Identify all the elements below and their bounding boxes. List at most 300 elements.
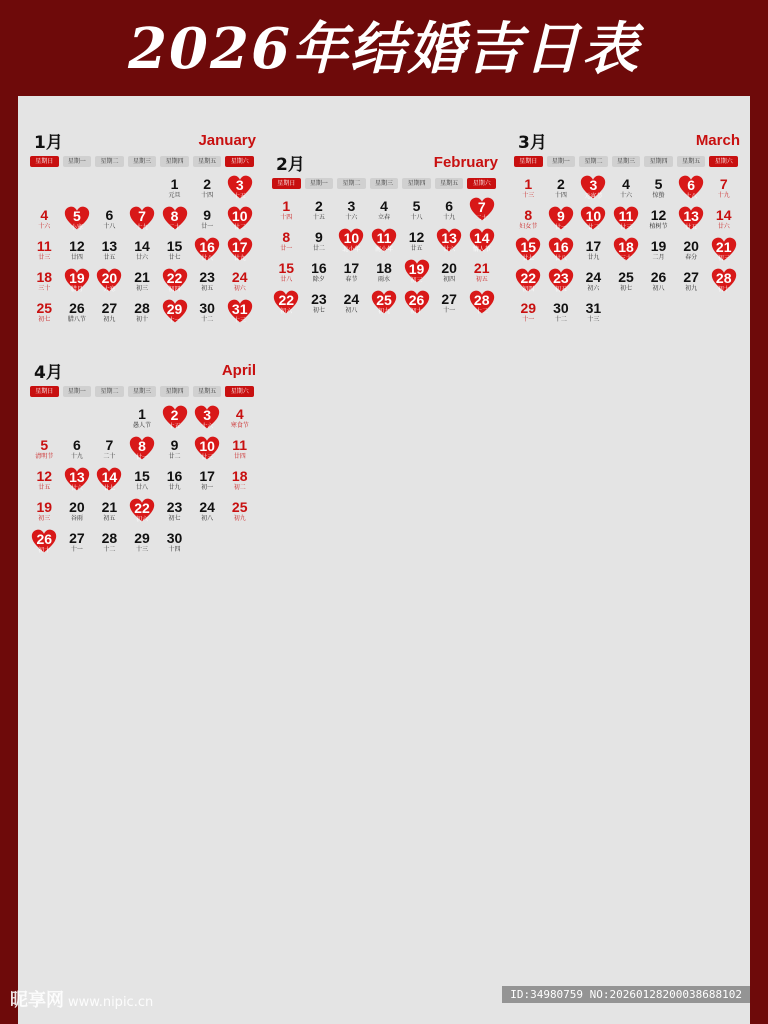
day-number: 25 <box>618 269 634 285</box>
day-number: 14 <box>473 230 490 246</box>
day-cell <box>335 260 368 291</box>
lunar-label: 十四 <box>554 192 567 199</box>
day-number: 16 <box>311 260 327 276</box>
lunar-label: 元宵节 <box>584 193 603 200</box>
lunar-label: 十四 <box>201 192 214 199</box>
day-cell <box>433 291 466 322</box>
auspicious-day-cell <box>223 238 256 269</box>
lunar-label: 谷雨 <box>70 515 83 522</box>
weekday-label: 星期二 <box>95 156 124 167</box>
auspicious-day-cell <box>675 207 708 238</box>
day-number: 22 <box>166 270 183 286</box>
lunar-label: 初八 <box>201 515 214 522</box>
day-cell <box>577 238 610 269</box>
day-cell <box>223 269 256 300</box>
day-number: 31 <box>585 300 602 316</box>
day-number: 3 <box>203 407 212 423</box>
day-number: 26 <box>69 300 85 316</box>
day-number: 23 <box>311 291 327 307</box>
lunar-label: 春节 <box>345 276 358 283</box>
day-cell <box>223 468 256 499</box>
day-number: 26 <box>650 269 667 285</box>
weekday-label: 星期一 <box>63 156 92 167</box>
day-number: 5 <box>40 437 49 453</box>
lunar-label: 十六 <box>38 223 51 230</box>
day-number: 28 <box>473 292 490 308</box>
lunar-label: 初八 <box>652 285 665 292</box>
day-cell <box>545 300 578 331</box>
lunar-label: 廿二 <box>168 453 181 460</box>
day-number: 19 <box>408 261 425 277</box>
month-name-en: March <box>695 132 740 149</box>
day-number: 20 <box>69 499 85 515</box>
day-number: 24 <box>231 269 248 285</box>
day-number: 23 <box>199 269 215 285</box>
day-number: 4 <box>40 207 49 223</box>
day-number: 1 <box>282 198 291 214</box>
day-grid <box>266 192 502 322</box>
day-number: 1 <box>170 176 179 192</box>
watermark-logo: 昵享网 www.nipic.cn <box>10 990 154 1011</box>
day-grid <box>24 170 260 331</box>
month-january <box>24 126 260 354</box>
day-number: 23 <box>166 499 183 515</box>
lunar-label: 廿五 <box>685 224 698 231</box>
month-header <box>24 126 260 156</box>
day-number: 10 <box>343 230 360 246</box>
auspicious-day-cell <box>465 229 498 260</box>
day-number: 20 <box>441 260 457 276</box>
lunar-label: 廿四 <box>70 254 83 261</box>
auspicious-day-cell <box>610 238 643 269</box>
day-number: 28 <box>715 270 732 286</box>
lunar-label: 十二 <box>103 546 116 553</box>
lunar-label: 十二 <box>554 316 567 323</box>
lunar-label: 三十 <box>619 255 632 262</box>
lunar-label: 廿六 <box>717 223 730 230</box>
lunar-label: 初九 <box>377 308 390 315</box>
day-grid <box>24 400 260 561</box>
day-number: 9 <box>556 208 565 224</box>
auspicious-day-cell <box>368 229 401 260</box>
day-number: 16 <box>553 239 569 255</box>
day-cell <box>93 530 126 561</box>
auspicious-day-cell <box>158 207 191 238</box>
month-header <box>266 148 502 178</box>
lunar-label: 廿二 <box>233 224 246 231</box>
lunar-label: 初五 <box>103 515 116 522</box>
weekday-label: 星期四 <box>160 156 189 167</box>
lunar-label: 廿四 <box>233 453 246 460</box>
lunar-label: 廿一 <box>554 224 567 231</box>
day-number: 11 <box>232 437 248 453</box>
day-cell <box>223 437 256 468</box>
month-name-cn: 2月 <box>276 155 305 175</box>
auspicious-day-cell <box>545 207 578 238</box>
day-number: 17 <box>343 260 360 276</box>
lunar-label: 初一 <box>201 484 214 491</box>
day-number: 22 <box>278 292 295 308</box>
lunar-label: 南小年 <box>374 246 393 253</box>
auspicious-day-cell <box>707 269 740 300</box>
lunar-label: 十九 <box>717 192 730 199</box>
day-number: 22 <box>520 270 537 286</box>
day-number: 14 <box>101 469 118 485</box>
lunar-label: 十一 <box>168 317 181 324</box>
lunar-label: 廿八 <box>280 276 293 283</box>
day-number: 9 <box>314 229 323 245</box>
day-number: 28 <box>101 530 118 546</box>
auspicious-day-cell <box>93 468 126 499</box>
day-cell <box>223 406 256 437</box>
lunar-label: 腊八节 <box>67 316 86 323</box>
lunar-label: 十三 <box>587 316 600 323</box>
day-number: 6 <box>105 207 114 223</box>
day-cell <box>126 238 159 269</box>
day-cell <box>707 176 740 207</box>
lunar-label: 廿七 <box>522 255 535 262</box>
lunar-label: 廿五 <box>38 484 51 491</box>
day-cell <box>158 499 191 530</box>
lunar-label: 十一 <box>70 546 83 553</box>
day-cell <box>93 437 126 468</box>
lunar-label: 初七 <box>168 515 181 522</box>
weekday-label: 星期一 <box>63 386 92 397</box>
auspicious-day-cell <box>191 238 224 269</box>
day-number: 27 <box>101 300 118 316</box>
day-cell <box>126 406 159 437</box>
day-number: 16 <box>199 239 215 255</box>
auspicious-day-cell <box>223 176 256 207</box>
day-number: 12 <box>36 468 53 484</box>
empty-cell <box>28 176 61 207</box>
day-number: 7 <box>719 176 728 192</box>
weekday-label: 星期六 <box>709 156 738 167</box>
lunar-label: 初四 <box>443 276 456 283</box>
day-number: 11 <box>36 238 52 254</box>
lunar-label: 十八 <box>103 223 116 230</box>
auspicious-day-cell <box>545 269 578 300</box>
auspicious-day-cell <box>270 291 303 322</box>
day-cell <box>28 437 61 468</box>
lunar-label: 初七 <box>619 285 632 292</box>
day-cell <box>158 437 191 468</box>
lunar-label: 初五 <box>201 285 214 292</box>
day-number: 30 <box>199 300 215 316</box>
auspicious-day-cell <box>707 238 740 269</box>
lunar-label: 寒食节 <box>230 422 249 429</box>
day-cell <box>433 198 466 229</box>
month-april <box>24 356 260 584</box>
weekday-label: 星期二 <box>95 386 124 397</box>
lunar-label: 廿一 <box>201 223 214 230</box>
weekday-label: 星期日 <box>272 178 301 189</box>
day-number: 27 <box>683 269 699 285</box>
day-cell <box>400 229 433 260</box>
day-number: 14 <box>715 207 732 223</box>
lunar-label: 初三 <box>717 255 730 262</box>
auspicious-day-cell <box>126 499 159 530</box>
day-cell <box>642 207 675 238</box>
lunar-label: 十六 <box>619 192 632 199</box>
lunar-label: 廿九 <box>168 484 181 491</box>
day-number: 17 <box>585 238 602 254</box>
lunar-label: 二十 <box>168 224 181 231</box>
lunar-label: 十八 <box>685 193 698 200</box>
day-cell <box>28 238 61 269</box>
lunar-label: 廿三 <box>38 254 51 261</box>
day-number: 6 <box>72 437 81 453</box>
empty-cell <box>126 176 159 207</box>
lunar-label: 十二 <box>201 316 214 323</box>
day-cell <box>270 229 303 260</box>
day-number: 8 <box>170 208 179 224</box>
day-cell <box>126 300 159 331</box>
day-number: 5 <box>412 198 421 214</box>
day-cell <box>707 207 740 238</box>
day-cell <box>93 238 126 269</box>
day-number: 21 <box>134 269 150 285</box>
auspicious-day-cell <box>577 176 610 207</box>
lunar-label: 十二 <box>475 308 488 315</box>
day-number: 5 <box>654 176 663 192</box>
weekday-row <box>24 386 260 400</box>
day-number: 25 <box>231 499 248 515</box>
auspicious-day-cell <box>126 207 159 238</box>
auspicious-day-cell <box>400 291 433 322</box>
day-number: 7 <box>105 437 114 453</box>
lunar-label: 十九 <box>135 224 148 231</box>
weekday-label: 星期日 <box>514 156 543 167</box>
day-number: 25 <box>36 300 53 316</box>
day-cell <box>610 269 643 300</box>
day-number: 11 <box>376 230 392 246</box>
month-name-en: April <box>221 362 256 379</box>
lunar-label: 初七 <box>312 307 325 314</box>
lunar-label: 十一 <box>522 316 535 323</box>
empty-cell <box>61 176 94 207</box>
auspicious-day-cell <box>191 406 224 437</box>
lunar-label: 小寒 <box>70 224 83 231</box>
calendar-panel <box>18 96 750 1024</box>
lunar-label: 廿三 <box>619 224 632 231</box>
month-february <box>266 148 502 376</box>
lunar-label: 廿六 <box>443 246 456 253</box>
day-number: 3 <box>589 177 598 193</box>
lunar-label: 初九 <box>233 515 246 522</box>
day-cell <box>642 176 675 207</box>
day-number: 2 <box>314 198 323 214</box>
day-number: 4 <box>622 176 630 192</box>
lunar-label: 植树节 <box>649 223 668 230</box>
day-cell <box>303 260 336 291</box>
day-number: 10 <box>199 438 215 454</box>
lunar-label: 情人节 <box>472 246 491 253</box>
day-number: 28 <box>134 300 150 316</box>
lunar-label: 十三 <box>135 546 148 553</box>
auspicious-day-cell <box>126 437 159 468</box>
day-number: 4 <box>380 198 388 214</box>
lunar-label: 十四 <box>280 214 293 221</box>
weekday-label: 星期一 <box>547 156 576 167</box>
day-number: 17 <box>199 468 215 484</box>
day-cell <box>303 198 336 229</box>
day-number: 20 <box>683 238 699 254</box>
day-number: 2 <box>170 407 179 423</box>
day-number: 29 <box>166 301 183 317</box>
lunar-label: 二月 <box>652 254 665 261</box>
weekday-row <box>24 156 260 170</box>
day-number: 8 <box>282 229 291 245</box>
day-number: 24 <box>343 291 360 307</box>
auspicious-day-cell <box>610 207 643 238</box>
auspicious-day-cell <box>465 291 498 322</box>
lunar-label: 廿二 <box>587 224 600 231</box>
day-cell <box>93 499 126 530</box>
image-id-label: ID:34980759 NO:20260128200038688102 <box>502 986 750 1003</box>
day-cell <box>577 269 610 300</box>
lunar-label: 廿八 <box>201 255 214 262</box>
day-number: 10 <box>231 208 248 224</box>
day-cell <box>465 260 498 291</box>
lunar-label: 十六 <box>201 423 214 430</box>
day-cell <box>545 176 578 207</box>
lunar-label: 十四 <box>168 546 181 553</box>
lunar-label: 腊月 <box>70 286 83 293</box>
month-march <box>508 126 744 354</box>
day-cell <box>433 260 466 291</box>
auspicious-day-cell <box>223 300 256 331</box>
day-cell <box>158 468 191 499</box>
month-header <box>508 126 744 156</box>
day-number: 13 <box>69 469 85 485</box>
day-number: 6 <box>687 177 696 193</box>
auspicious-day-cell <box>400 260 433 291</box>
day-number: 1 <box>138 406 146 422</box>
lunar-label: 初三 <box>135 285 148 292</box>
lunar-label: 十五 <box>233 193 246 200</box>
weekday-label: 星期六 <box>225 156 254 167</box>
day-number: 15 <box>134 468 150 484</box>
day-number: 19 <box>650 238 667 254</box>
lunar-label: 廿九 <box>587 254 600 261</box>
day-cell <box>28 300 61 331</box>
day-cell <box>512 176 545 207</box>
day-number: 7 <box>138 208 146 224</box>
day-number: 21 <box>715 239 732 255</box>
lunar-label: 廿八 <box>554 255 567 262</box>
lunar-label: 十九 <box>70 453 83 460</box>
day-number: 8 <box>524 207 533 223</box>
weekday-label: 星期二 <box>579 156 608 167</box>
auspicious-day-cell <box>158 300 191 331</box>
weekday-row <box>508 156 744 170</box>
day-grid <box>508 170 744 331</box>
day-number: 19 <box>69 270 85 286</box>
day-number: 25 <box>376 292 392 308</box>
lunar-label: 初九 <box>685 285 698 292</box>
auspicious-day-cell <box>545 238 578 269</box>
lunar-label: 十三 <box>522 192 535 199</box>
day-cell <box>303 291 336 322</box>
day-cell <box>158 530 191 561</box>
lunar-label: 初十 <box>717 286 730 293</box>
day-cell <box>512 207 545 238</box>
auspicious-day-cell <box>512 269 545 300</box>
day-number: 20 <box>101 270 118 286</box>
weekday-label: 星期二 <box>337 178 366 189</box>
lunar-label: 廿五 <box>410 245 423 252</box>
day-cell <box>28 207 61 238</box>
day-cell <box>368 260 401 291</box>
day-cell <box>368 198 401 229</box>
day-cell <box>191 499 224 530</box>
day-cell <box>126 468 159 499</box>
day-number: 13 <box>441 230 457 246</box>
lunar-label: 十五 <box>312 214 325 221</box>
lunar-label: 初八 <box>345 307 358 314</box>
empty-cell <box>93 176 126 207</box>
lunar-label: 廿八 <box>135 484 148 491</box>
lunar-label: 初五 <box>554 286 567 293</box>
day-cell <box>675 238 708 269</box>
lunar-label: 初四 <box>168 286 181 293</box>
lunar-label: 廿五 <box>103 254 116 261</box>
day-number: 19 <box>36 499 53 515</box>
day-number: 2 <box>556 176 565 192</box>
day-number: 21 <box>473 260 490 276</box>
day-number: 22 <box>134 500 150 516</box>
lunar-label: 愚人节 <box>132 422 151 429</box>
lunar-label: 廿三 <box>201 454 214 461</box>
auspicious-day-cell <box>335 229 368 260</box>
day-cell <box>61 238 94 269</box>
day-cell <box>270 198 303 229</box>
auspicious-day-cell <box>61 468 94 499</box>
day-number: 12 <box>650 207 667 223</box>
day-cell <box>28 468 61 499</box>
lunar-label: 妇女节 <box>519 223 538 230</box>
lunar-label: 北小年 <box>342 246 361 253</box>
weekday-label: 星期三 <box>612 156 641 167</box>
day-number: 29 <box>520 300 537 316</box>
day-number: 24 <box>585 269 602 285</box>
month-header <box>24 356 260 386</box>
auspicious-day-cell <box>465 198 498 229</box>
day-number: 9 <box>170 437 179 453</box>
day-number: 18 <box>618 239 634 255</box>
month-name-en: January <box>198 132 256 149</box>
lunar-label: 初二 <box>233 484 246 491</box>
lunar-label: 廿一 <box>135 454 148 461</box>
auspicious-day-cell <box>675 176 708 207</box>
auspicious-day-cell <box>61 207 94 238</box>
day-cell <box>61 300 94 331</box>
auspicious-day-cell <box>368 291 401 322</box>
day-number: 27 <box>441 291 457 307</box>
day-cell <box>335 291 368 322</box>
day-number: 1 <box>524 176 533 192</box>
day-cell <box>61 530 94 561</box>
lunar-label: 惊蛰 <box>652 192 665 199</box>
day-cell <box>577 300 610 331</box>
day-cell <box>28 269 61 300</box>
lunar-label: 初六 <box>233 285 246 292</box>
day-cell <box>61 437 94 468</box>
day-cell <box>191 468 224 499</box>
day-number: 3 <box>235 177 244 193</box>
lunar-label: 初三 <box>410 277 423 284</box>
